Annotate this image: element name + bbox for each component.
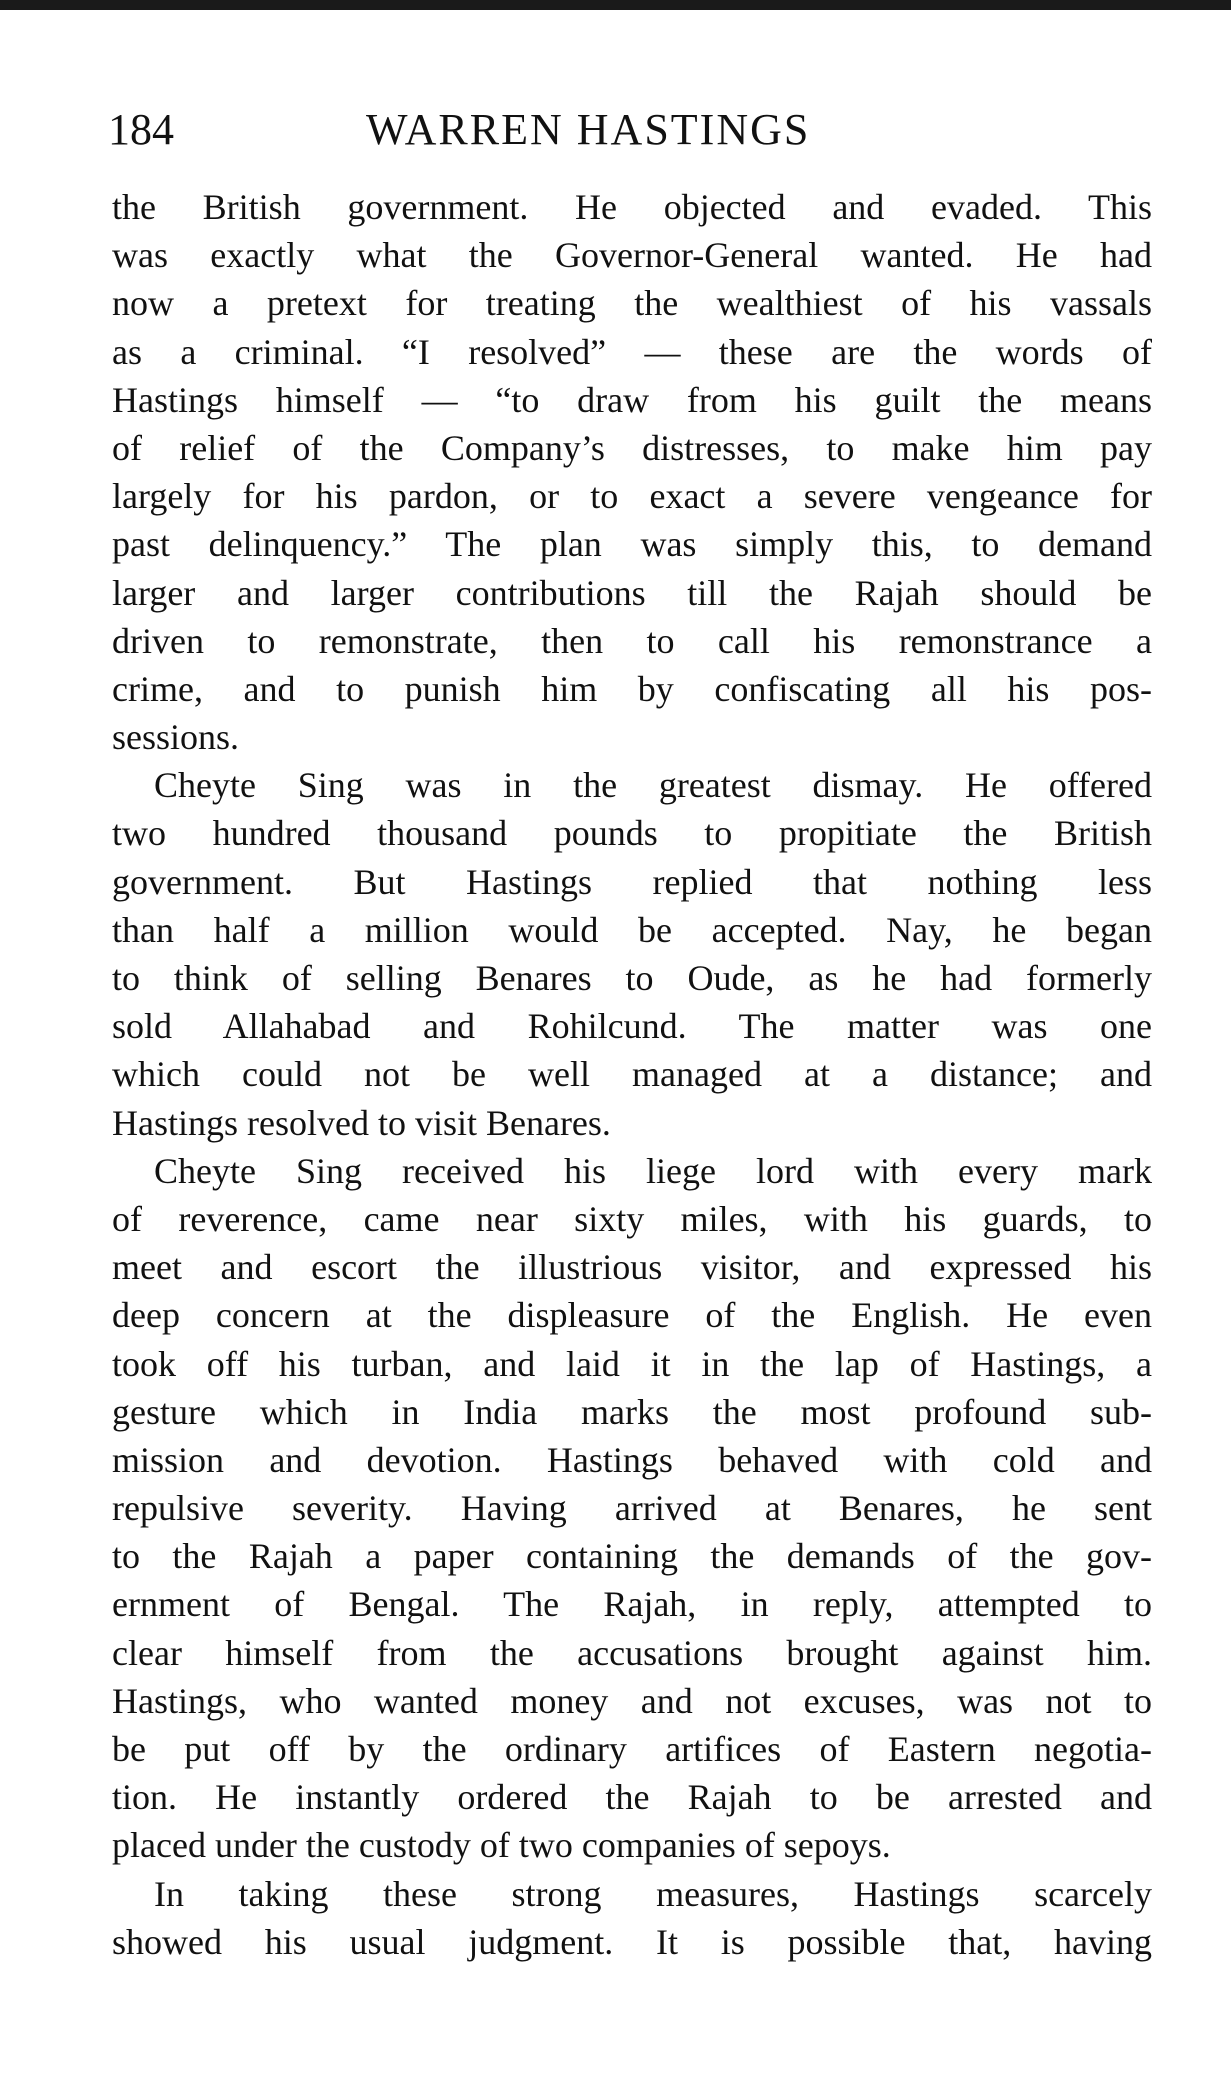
text-line: government. But Hastings replied that nothing less	[112, 861, 1152, 902]
text-line: clear himself from the accusations brought against him.	[112, 1632, 1152, 1673]
text-line: sold Allahabad and Rohilcund. The matter was one	[112, 1006, 1152, 1047]
text-line: Hastings resolved to visit Benares.	[112, 1102, 611, 1143]
paragraph-first-line: In taking these strong measures, Hastings scarcely	[154, 1873, 1152, 1914]
text-line: crime, and to punish him by confiscating all his pos-	[112, 668, 1152, 709]
text-line: gesture which in India marks the most profound sub-	[112, 1391, 1152, 1432]
text-line: sessions.	[112, 717, 240, 758]
text-line: deep concern at the displeasure of the English. He even	[112, 1295, 1152, 1336]
top-border-rule	[0, 0, 1231, 10]
text-line: ernment of Bengal. The Rajah, in reply, attempted to	[112, 1584, 1152, 1625]
text-line: now a pretext for treating the wealthiest of his vassals	[112, 283, 1152, 324]
text-line: tion. He instantly ordered the Rajah to be arrested and	[112, 1777, 1152, 1818]
text-line: meet and escort the illustrious visitor, and expressed his	[112, 1247, 1152, 1288]
text-line: mission and devotion. Hastings behaved with cold and	[112, 1439, 1152, 1480]
text-line: Hastings, who wanted money and not excuses, was not to	[112, 1680, 1152, 1721]
running-head: WARREN HASTINGS	[366, 105, 811, 154]
paragraph-first-line: Cheyte Sing was in the greatest dismay. He offered	[154, 765, 1152, 806]
text-line: took off his turban, and laid it in the lap of Hastings, a	[112, 1343, 1152, 1384]
text-line: Hastings himself — “to draw from his guilt the means	[112, 379, 1152, 420]
text-line: showed his usual judgment. It is possible that, having	[112, 1921, 1152, 1962]
text-line: driven to remonstrate, then to call his remonstrance a	[112, 620, 1152, 661]
text-line: to think of selling Benares to Oude, as he had formerly	[112, 958, 1152, 998]
page-number: 184	[108, 105, 174, 154]
text-line: which could not be well managed at a distance; and	[112, 1054, 1152, 1095]
text-line: than half a million would be accepted. Nay, he began	[112, 909, 1152, 950]
text-line: the British government. He objected and evaded. This	[112, 187, 1152, 227]
body-text	[112, 183, 1152, 1966]
text-line: two hundred thousand pounds to propitiate the British	[112, 813, 1152, 854]
text-line: was exactly what the Governor-General wanted. He had	[112, 235, 1152, 276]
text-line: past delinquency.” The plan was simply this, to demand	[112, 524, 1152, 565]
paragraph-first-line: Cheyte Sing received his liege lord with every mark	[154, 1150, 1152, 1191]
text-line: of reverence, came near sixty miles, with his guards, to	[112, 1198, 1152, 1239]
text-line: to the Rajah a paper containing the demands of the gov-	[112, 1536, 1152, 1577]
text-line: of relief of the Company’s distresses, to make him pay	[112, 427, 1152, 468]
text-line: repulsive severity. Having arrived at Benares, he sent	[112, 1488, 1152, 1529]
text-line: placed under the custody of two companies of sepoys.	[112, 1825, 891, 1866]
text-line: larger and larger contributions till the Rajah should be	[112, 572, 1152, 613]
text-line: largely for his pardon, or to exact a severe vengeance for	[112, 476, 1152, 517]
page-header	[108, 100, 1152, 160]
text-line: be put off by the ordinary artifices of Eastern negotia-	[112, 1729, 1152, 1769]
text-line: as a criminal. “I resolved” — these are the words of	[112, 331, 1152, 372]
